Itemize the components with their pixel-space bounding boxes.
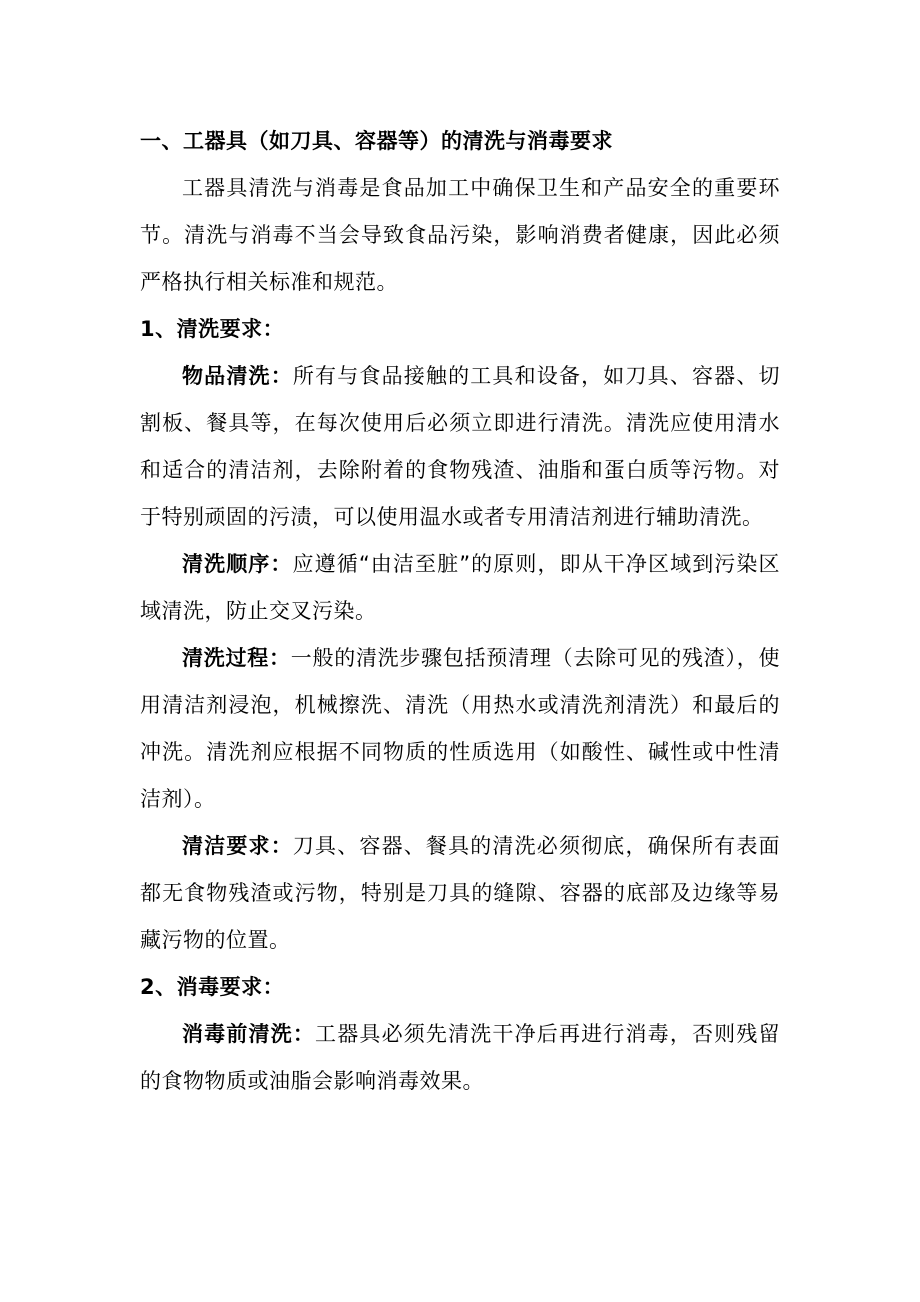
disinfection-item bbox=[140, 1011, 780, 1105]
cleaning-item bbox=[140, 635, 780, 823]
cleaning-item bbox=[140, 353, 780, 541]
item-text: 一般的清洗步骤包括预清理（去除可见的残渣），使用清洁剂浸泡，机械擦洗、清洗（用热水或清洗剂清洗）和最后的冲洗。清洗剂应根据不同物质的性质选用（如酸性、碱性或中性清洁剂）。 bbox=[140, 646, 781, 811]
item-text: 所有与食品接触的工具和设备，如刀具、容器、切割板、餐具等，在每次使用后必须立即进行清洗。清洗应使用清水和适合的清洁剂，去除附着的食物残渣、油脂和蛋白质等污物。对于特别顽固的污渍，可以使用温水或者专用清洁剂进行辅助清洗。 bbox=[140, 364, 781, 529]
intro-paragraph: 工器具清洗与消毒是食品加工中确保卫生和产品安全的重要环节。清洗与消毒不当会导致食品污染，影响消费者健康，因此必须严格执行相关标准和规范。 bbox=[140, 176, 780, 294]
item-term: 清洗过程： bbox=[182, 646, 291, 670]
item-term: 消毒前清洗： bbox=[182, 1022, 316, 1046]
item-text: 工器具必须先清洗干净后再进行消毒，否则残留的食物物质或油脂会影响消毒效果。 bbox=[140, 1022, 781, 1093]
document-body bbox=[140, 118, 780, 1105]
section-title: 一、工器具（如刀具、容器等）的清洗与消毒要求 bbox=[140, 129, 613, 153]
item-text: 刀具、容器、餐具的清洗必须彻底，确保所有表面都无食物残渣或污物，特别是刀具的缝隙、容器的底部及边缘等易藏污物的位置。 bbox=[140, 834, 781, 952]
disinfection-heading: 2、消毒要求： bbox=[140, 975, 285, 999]
item-term: 清洁要求： bbox=[182, 834, 293, 858]
cleaning-heading: 1、清洗要求： bbox=[140, 317, 285, 341]
cleaning-item bbox=[140, 823, 780, 964]
item-term: 物品清洗： bbox=[182, 364, 293, 388]
cleaning-item bbox=[140, 541, 780, 635]
item-text: 应遵循“由洁至脏”的原则，即从干净区域到污染区域清洗，防止交叉污染。 bbox=[140, 552, 781, 623]
item-term: 清洗顺序： bbox=[182, 552, 293, 576]
